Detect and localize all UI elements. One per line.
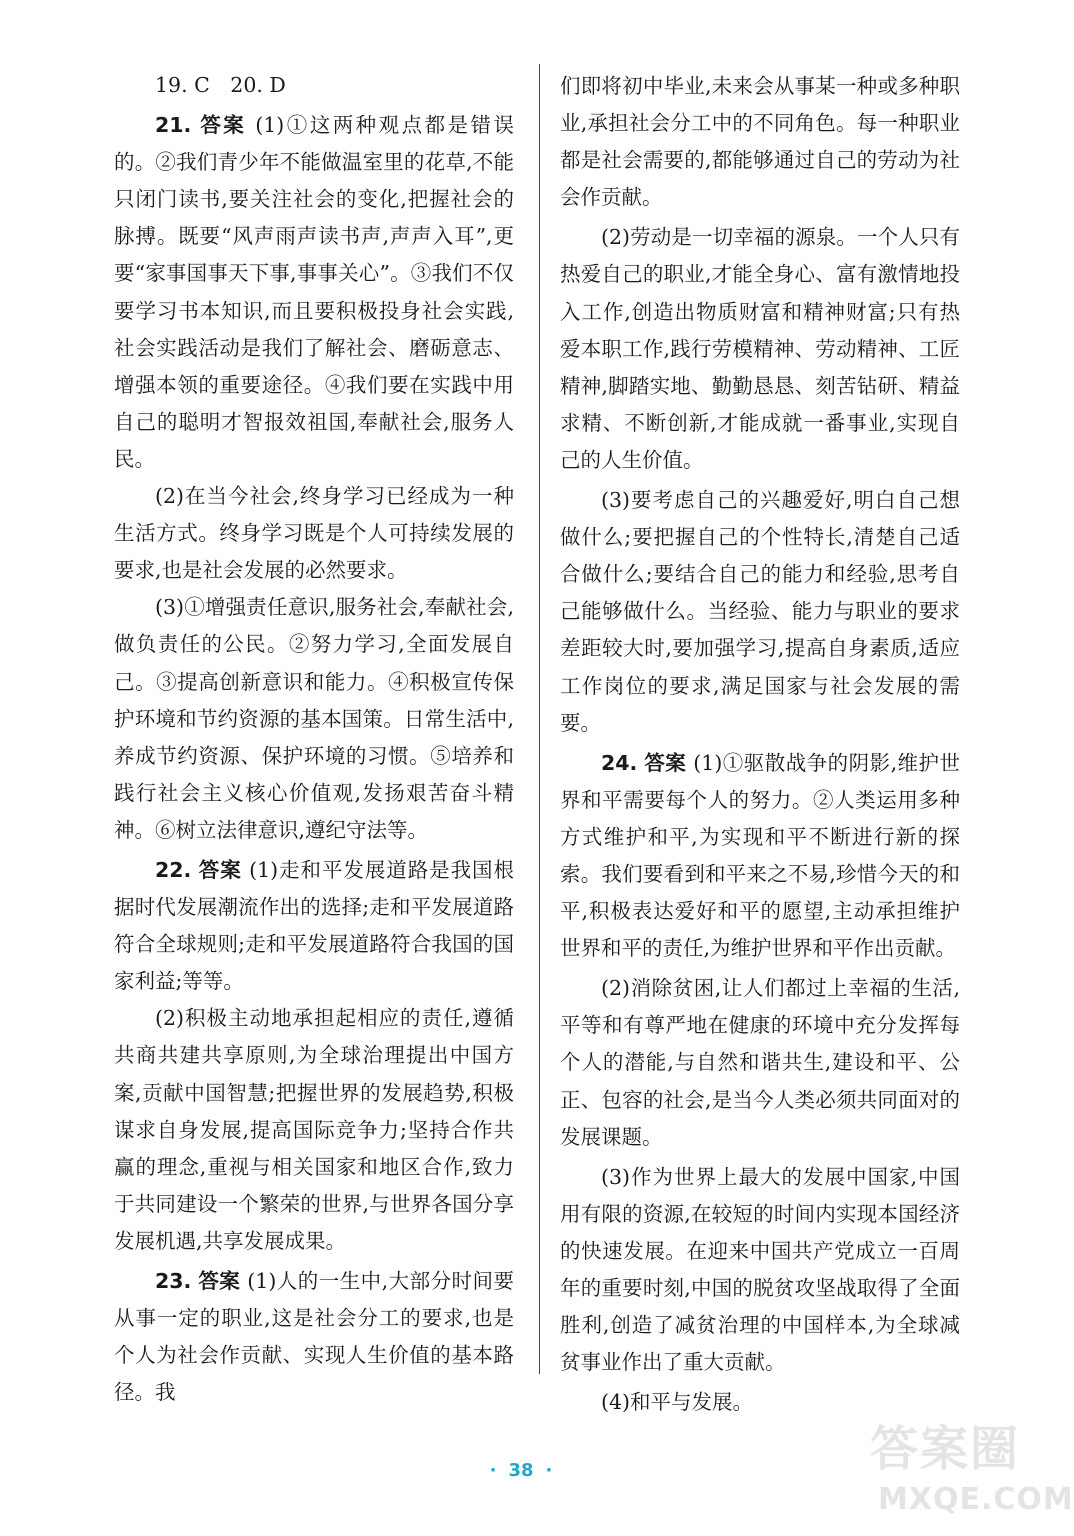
- watermark-cn-text: 答案圈: [870, 1421, 1021, 1477]
- watermark-logo: [870, 1410, 1074, 1530]
- question-number: 22.: [155, 857, 192, 882]
- question-23-part-2: (2)劳动是一切幸福的源泉。一个人只有热爱自己的职业,才能全身心、富有激情地投入工作,创造出物质财富和精神财富;只有热爱本职工作,践行劳模精神、劳动精神、工匠精神,脚踏实地、勤勤恳恳、刻苦钻研、精益求精、不断创新,才能成就一番事业,实现自己的人生价值。: [560, 225, 960, 472]
- question-23-continued: 们即将初中毕业,未来会从事某一种或多种职业,承担社会分工中的不同角色。每一种职业都是社会需要的,都能够通过自己的劳动为社会作贡献。: [560, 74, 960, 210]
- question-21-part-3: (3)①增强责任意识,服务社会,奉献社会,做负责任的公民。②努力学习,全面发展自己。③提高创新意识和能力。④积极宣传保护环境和节约资源的基本国策。日常生活中,养成节约资源、保护环境的习惯。⑤培养和践行社会主义核心价值观,发扬艰苦奋斗精神。⑥树立法律意识,遵纪守法等。: [114, 595, 514, 842]
- question-22-part-1: [114, 852, 514, 1000]
- question-22-part-2: (2)积极主动地承担起相应的责任,遵循共商共建共享原则,为全球治理提出中国方案,贡献中国智慧;把握世界的发展趋势,积极谋求自身发展,提高国际竞争力;坚持合作共赢的理念,重视与相关国家和地区合作,致力于共同建设一个繁荣的世界,与世界各国分享发展机遇,共享发展成果。: [114, 1006, 514, 1253]
- question-21-part-2: (2)在当今社会,终身学习已经成为一种生活方式。终身学习既是个人可持续发展的要求,也是社会发展的必然要求。: [114, 484, 514, 583]
- answer-label: 答案: [198, 1269, 241, 1293]
- question-24-part-1: [560, 745, 960, 968]
- left-column: [114, 64, 514, 1411]
- question-number: 23.: [155, 1269, 192, 1293]
- question-23-part-3: (3)要考虑自己的兴趣爱好,明白自己想做什么;要把握自己的个性特长,清楚自己适合做什么;要结合自己的能力和经验,思考自己能够做什么。当经验、能力与职业的要求差距较大时,要加强学习,提高自身素质,适应工作岗位的要求,满足国家与社会发展的需要。: [560, 488, 960, 735]
- answer-text: (1)人的一生中,大部分时间要从事一定的职业,这是社会分工的要求,也是个人为社会作贡献、实现人生价值的基本路径。我: [114, 1269, 514, 1405]
- page-number-dot: ·: [489, 1460, 497, 1481]
- question-21-part-1: [114, 107, 514, 478]
- question-number: 21.: [155, 113, 192, 138]
- answer-text: (1)走和平发展道路是我国根据时代发展潮流作出的选择;走和平发展道路符合全球规则;走和平发展道路符合我国的国家利益;等等。: [114, 857, 514, 994]
- question-number: 24.: [601, 750, 638, 775]
- answer-text: (1)①这两种观点都是错误的。②我们青少年不能做温室里的花草,不能只闭门读书,要关注社会的变化,把握社会的脉搏。既要“风声雨声读书声,声声入耳”,更要“家事国事天下事,事事关心”。③我们不仅要学习书本知识,而且要积极投身社会实践,社会实践活动是我们了解社会、磨砺意志、增强本领的重要途径。④我们要在实践中用自己的聪明才智报效祖国,奉献社会,服务人民。: [114, 113, 514, 471]
- column-divider: [539, 64, 540, 1374]
- question-24-part-4: (4)和平与发展。: [601, 1390, 754, 1415]
- answer-label: 答案: [198, 857, 242, 882]
- answer-19-20: 19. C 20. D: [155, 73, 286, 97]
- question-24-part-3: (3)作为世界上最大的发展中国家,中国用有限的资源,在较短的时间内实现本国经济的快速发展。在迎来中国共产党成立一百周年的重要时刻,中国的脱贫攻坚战取得了全面胜利,创造了减贫治理的中国样本,为全球减贫事业作出了重大贡献。: [560, 1164, 960, 1375]
- question-24-part-2: (2)消除贫困,让人们都过上幸福的生活,平等和有尊严地在健康的环境中充分发挥每个人的潜能,与自然和谐共生,建设和平、公正、包容的社会,是当今人类必须共同面对的发展课题。: [560, 976, 960, 1149]
- page-number-dot: ·: [545, 1460, 553, 1481]
- page-number-value: 38: [508, 1460, 534, 1481]
- watermark-en-text: MXQE.COM: [878, 1482, 1074, 1517]
- answer-text: (1)①驱散战争的阴影,维护世界和平需要每个人的努力。②人类运用多种方式维护和平,为实现和平不断进行新的探索。我们要看到和平来之不易,珍惜今天的和平,积极表达爱好和平的愿望,主动承担维护世界和平的责任,为维护世界和平作出贡献。: [560, 750, 960, 961]
- answer-label: 答案: [200, 113, 247, 138]
- right-column: [560, 68, 960, 1421]
- question-23-part-1: [114, 1263, 514, 1411]
- answer-label: 答案: [644, 750, 687, 775]
